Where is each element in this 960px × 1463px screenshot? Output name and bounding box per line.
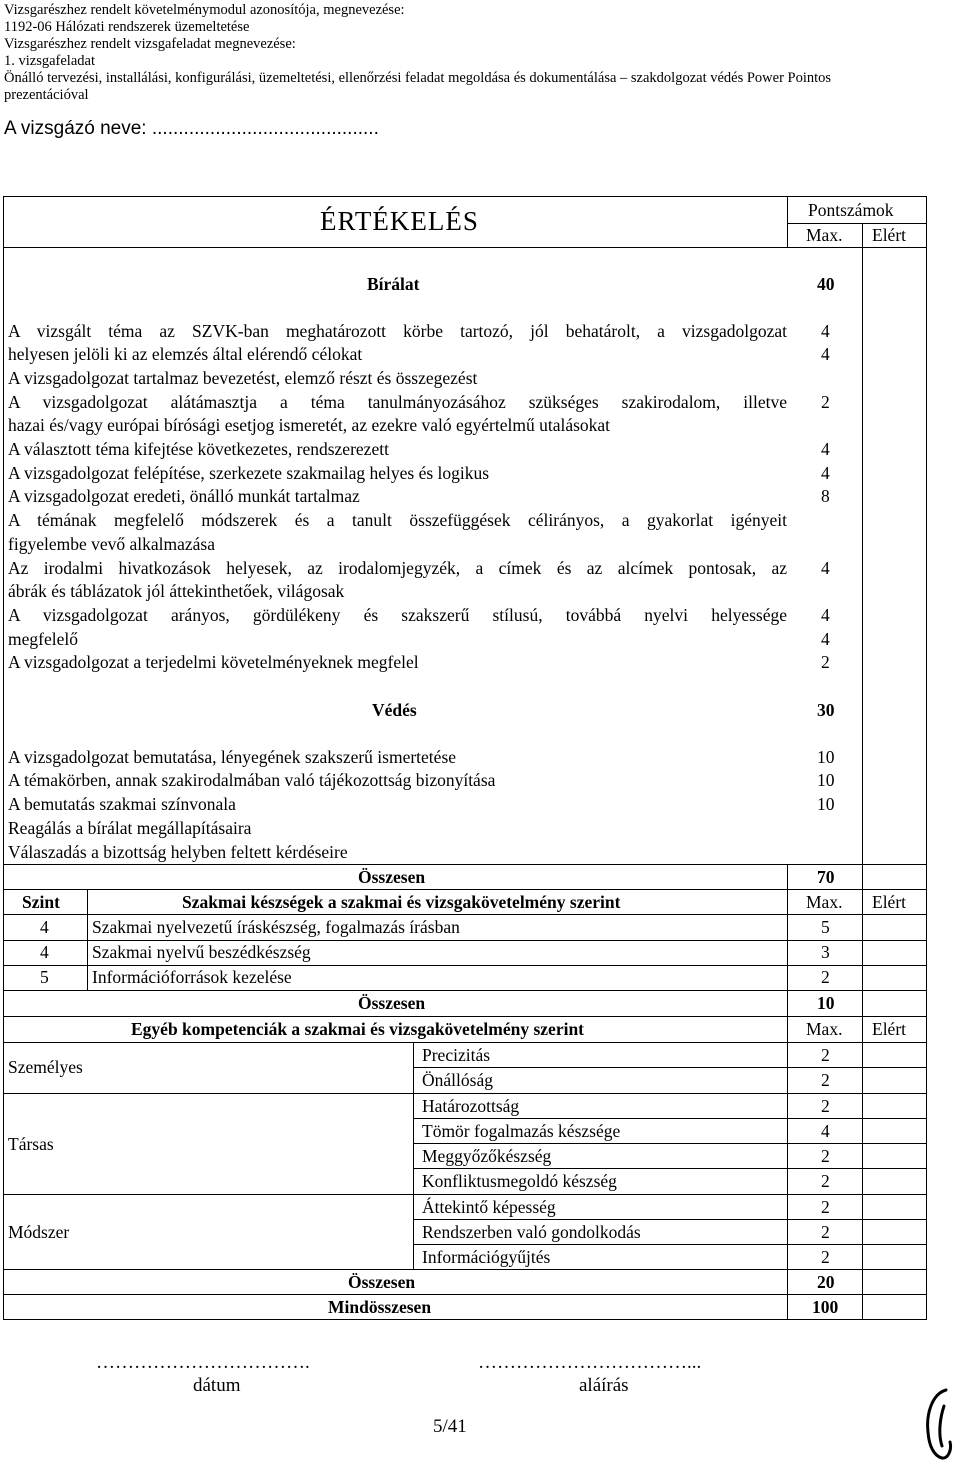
category-column-divider [413,1042,414,1270]
group-personal: Személyes [8,1057,83,1077]
review-total: 40 [817,274,835,294]
skill-text: Szakmai nyelvezetű íráskészség, fogalmazás írásban [92,917,460,937]
signature-mark-icon [918,1384,960,1463]
other-max-header: Max. [806,1019,843,1039]
defense-heading: Védés [372,700,417,720]
signature-label: aláírás [579,1375,629,1396]
points-header: Pontszámok [808,200,894,220]
row-line [413,1067,927,1068]
skill-max: 2 [821,967,830,987]
defense-criterion: Válaszadás a bizottság helyben feltett kérdéseire [8,842,348,862]
criterion-max: 4 [821,321,830,341]
skills-achieved-header: Elért [872,892,907,912]
criterion-text: A vizsgadolgozat tartalmaz bevezetést, elemző részt és összegezést [8,368,478,388]
competency-max: 2 [821,1146,830,1166]
criterion-max: 4 [821,344,830,364]
criterion-max: 2 [821,392,830,412]
achieved-header: Elért [872,225,907,245]
criterion-text: A vizsgadolgozat arányos, gördülékeny és szakszerű stílusú, továbbá nyelvi helyessége [8,605,787,625]
criterion-text: A választott téma kifejtése következetes, rendszerezett [8,439,389,459]
header-task-number: 1. vizsgafeladat [4,53,95,69]
max-achieved-divider [862,223,863,889]
criterion-text: A vizsgadolgozat eredeti, önálló munkát tartalmaz [8,486,360,506]
skills-max-header: Max. [806,892,843,912]
competency-max: 2 [821,1171,830,1191]
competency-max: 2 [821,1222,830,1242]
other-total-value: 20 [817,1272,835,1292]
criterion-max: 4 [821,605,830,625]
group-method: Módszer [8,1222,70,1242]
examinee-name-field: A vizsgázó neve: ........................................... [4,118,379,139]
points-column-divider [787,864,788,1319]
defense-criterion: Reagálás a bírálat megállapításaira [8,818,252,838]
row-line [3,1016,927,1017]
criterion-max: 4 [821,558,830,578]
criterion-text: helyesen jelöli ki az elemzés által elérendő célokat [8,344,363,364]
criterion-text: megfelelő [8,629,78,649]
criterion-max: 4 [821,463,830,483]
skill-level: 4 [40,917,49,937]
skill-text: Információforrások kezelése [92,967,292,987]
header-module-name: 1192-06 Hálózati rendszerek üzemeltetése [4,19,250,35]
row-line [3,1093,927,1094]
row-line [3,1194,927,1195]
competency-text: Meggyőzőkészség [422,1146,552,1166]
row-line [3,889,927,890]
table-title: ÉRTÉKELÉS [320,206,479,236]
criterion-text: Az irodalmi hivatkozások helyesek, az irodalomjegyzék, a címek és az alcímek pontosak, az [8,558,787,578]
skills-total-value: 10 [817,993,835,1013]
level-header: Szint [22,892,60,912]
criterion-max: 4 [821,629,830,649]
criterion-text: ábrák és táblázatok jól áttekinthetőek, világosak [8,581,345,601]
competency-max: 2 [821,1247,830,1267]
criterion-text: A vizsgadolgozat alátámasztja a téma tanulmányozásához szükséges szakirodalom, illetve [8,392,787,412]
grand-total-value: 100 [812,1297,839,1317]
row-line [3,1042,927,1043]
competency-max: 4 [821,1121,830,1141]
defense-max: 10 [817,794,835,814]
competency-text: Áttekintő képesség [422,1197,556,1217]
defense-max: 10 [817,747,835,767]
other-total-label: Összesen [348,1272,416,1292]
competency-text: Információgyűjtés [422,1247,551,1267]
competency-max: 2 [821,1096,830,1116]
competency-text: Határozottság [422,1096,520,1116]
title-bottom-line [3,247,927,248]
competency-text: Tömör fogalmazás készsége [422,1121,621,1141]
criterion-text: A témának megfelelő módszerek és a tanult összefüggések célirányos, a gyakorlat igényeit [8,510,787,530]
criterion-text: A vizsgált téma az SZVK-ban meghatározott körbe tartozó, jól behatárolt, a vizsgadolgozat [8,321,787,341]
skill-max: 5 [821,917,830,937]
group-social: Társas [8,1134,54,1154]
max-header: Max. [806,225,843,245]
title-divider [787,196,788,248]
criterion-text: figyelembe vevő alkalmazása [8,534,215,554]
other-heading: Egyéb kompetenciák a szakmai és vizsgakövetelmény szerint [131,1019,585,1039]
skill-level: 5 [40,967,49,987]
row-line [3,990,927,991]
criterion-text: hazai és/vagy európai bírósági esetjog ismeretét, az ezekre való egyértelmű utalásokat [8,415,611,435]
header-module-label: Vizsgarészhez rendelt követelménymodul azonosítója, megnevezése: [4,2,405,18]
criterion-text: A vizsgadolgozat felépítése, szerkezete szakmailag helyes és logikus [8,463,490,483]
competency-text: Önállóság [422,1070,493,1090]
competency-text: Precizitás [422,1045,491,1065]
defense-criterion: A témakörben, annak szakirodalmában való tájékozottság bizonyítása [8,770,496,790]
subtotal-label: Összesen [358,867,426,887]
skill-level: 4 [40,942,49,962]
criterion-max: 2 [821,652,830,672]
competency-text: Rendszerben való gondolkodás [422,1222,641,1242]
criterion-text: A vizsgadolgozat a terjedelmi követelményeknek megfelel [8,652,419,672]
review-heading: Bírálat [367,274,420,294]
defense-criterion: A vizsgadolgozat bemutatása, lényegének szakszerű ismertetése [8,747,457,767]
row-line [3,1294,927,1295]
date-dots: ……………………………. [96,1352,310,1373]
competency-max: 2 [821,1197,830,1217]
defense-criterion: A bemutatás szakmai színvonala [8,794,236,814]
header-task-description-cont: prezentációval [4,87,89,103]
date-label: dátum [193,1375,241,1396]
competency-max: 2 [821,1045,830,1065]
criterion-max: 4 [821,439,830,459]
grand-total-label: Mindösszesen [328,1297,432,1317]
skill-text: Szakmai nyelvű beszédkészség [92,942,311,962]
header-task-description: Önálló tervezési, installálási, konfigurálási, üzemeltetési, ellenőrzési feladat megoldása és dokumentálása – szakdolgozat védés Power Pointos [4,70,832,86]
competency-text: Konfliktusmegoldó készség [422,1171,617,1191]
other-achieved-header: Elért [872,1019,907,1039]
achieved-column-divider [862,889,863,1319]
skills-total-label: Összesen [358,993,426,1013]
criterion-max: 8 [821,486,830,506]
defense-total: 30 [817,700,835,720]
subtotal-value: 70 [817,867,835,887]
competency-max: 2 [821,1070,830,1090]
signature-dots: ……………………………... [478,1352,702,1373]
defense-max: 10 [817,770,835,790]
page-number: 5/41 [433,1416,467,1437]
skill-max: 3 [821,942,830,962]
header-task-label: Vizsgarészhez rendelt vizsgafeladat megnevezése: [4,36,296,52]
skills-heading: Szakmai készségek a szakmai és vizsgakövetelmény szerint [182,892,621,912]
